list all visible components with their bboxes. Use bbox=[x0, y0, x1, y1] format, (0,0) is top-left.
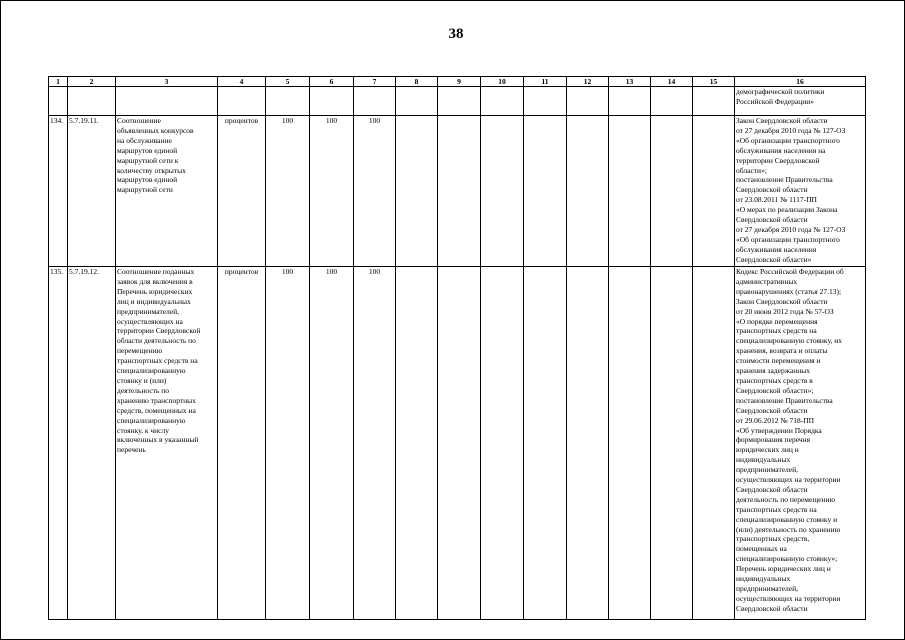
cell-empty bbox=[651, 87, 693, 116]
table-row-continuation bbox=[49, 87, 866, 116]
column-number-row bbox=[49, 77, 866, 87]
cell-empty bbox=[651, 116, 693, 267]
column-number: 15 bbox=[693, 77, 735, 87]
cell-value: 100 bbox=[266, 116, 310, 267]
cell-unit: процентов bbox=[218, 116, 266, 267]
column-number: 11 bbox=[524, 77, 567, 87]
cell-code bbox=[68, 87, 116, 116]
cell-indicator: Соотношение объявленных конкурсов на обслуживание маршрутов единой маршрутной сети к количеству открытых маршрутов единой маршрутной сети bbox=[116, 116, 218, 267]
cell-legal-basis: демографической политики Российской Федерации» bbox=[735, 87, 866, 116]
cell-empty bbox=[481, 87, 524, 116]
cell-empty bbox=[396, 87, 438, 116]
cell-empty bbox=[567, 116, 609, 267]
cell-legal-basis: Кодекс Российской Федерации об административных правонарушениях (статья 27.13); Закон Свердловской области от 20 июня 2012 года № 57-ОЗ «О порядке перемещения транспортных средств на специализированную стоянку, их хранения, возврата и оплаты стоимости перемещения и хранения задержанных транспортных средств в Свердловской области»; постановление Правительства Свердловской области от 29.06.2012 № 718-ПП «Об утверждении Порядка формирования перечня юридических лиц и индивидуальных предпринимателей, осуществляющих на территории Свердловской области деятельность по перемещению транспортных средств на специализированную стоянку и (или) деятельность по хранению транспортных средств, помещенных на специализированную стоянку»; Перечень юридических лиц и индивидуальных предпринимателей, осуществляющих на территории Свердловской области bbox=[735, 267, 866, 620]
column-number: 9 bbox=[438, 77, 481, 87]
cell-empty bbox=[609, 267, 651, 620]
cell-value bbox=[266, 87, 310, 116]
cell-empty bbox=[693, 87, 735, 116]
cell-empty bbox=[481, 267, 524, 620]
column-number: 2 bbox=[68, 77, 116, 87]
table-row-134 bbox=[49, 116, 866, 267]
column-number: 3 bbox=[116, 77, 218, 87]
column-number: 8 bbox=[396, 77, 438, 87]
column-number: 13 bbox=[609, 77, 651, 87]
cell-value: 100 bbox=[354, 267, 396, 620]
cell-code: 5.7.19.12. bbox=[68, 267, 116, 620]
cell-empty bbox=[438, 87, 481, 116]
cell-number bbox=[49, 87, 68, 116]
cell-value: 100 bbox=[354, 116, 396, 267]
column-number: 7 bbox=[354, 77, 396, 87]
cell-empty bbox=[396, 116, 438, 267]
cell-empty bbox=[567, 267, 609, 620]
cell-legal-basis: Закон Свердловской области от 27 декабря 2010 года № 127-ОЗ «Об организации транспортного обслуживания населения на территории Свердловской области»; постановление Правительства Свердловской области от 23.08.2011 № 1117-ПП «О мерах по реализации Закона Свердловской области от 27 декабря 2010 года № 127-ОЗ «Об организации транспортного обслуживания населения Свердловской области» bbox=[735, 116, 866, 267]
cell-empty bbox=[438, 267, 481, 620]
cell-empty bbox=[609, 87, 651, 116]
cell-empty bbox=[693, 116, 735, 267]
page-number: 38 bbox=[448, 26, 464, 42]
cell-empty bbox=[651, 267, 693, 620]
cell-empty bbox=[693, 267, 735, 620]
column-number: 14 bbox=[651, 77, 693, 87]
cell-unit: процентов bbox=[218, 267, 266, 620]
cell-value bbox=[310, 87, 354, 116]
column-number: 5 bbox=[266, 77, 310, 87]
column-number: 1 bbox=[49, 77, 68, 87]
cell-value: 100 bbox=[266, 267, 310, 620]
cell-empty bbox=[524, 116, 567, 267]
column-number: 10 bbox=[481, 77, 524, 87]
cell-empty bbox=[524, 87, 567, 116]
column-number: 16 bbox=[735, 77, 866, 87]
column-number: 12 bbox=[567, 77, 609, 87]
cell-unit bbox=[218, 87, 266, 116]
cell-empty bbox=[396, 267, 438, 620]
cell-number: 134. bbox=[49, 116, 68, 267]
cell-number: 135. bbox=[49, 267, 68, 620]
cell-value: 100 bbox=[310, 267, 354, 620]
cell-value: 100 bbox=[310, 116, 354, 267]
cell-empty bbox=[524, 267, 567, 620]
cell-empty bbox=[481, 116, 524, 267]
cell-empty bbox=[609, 116, 651, 267]
cell-value bbox=[354, 87, 396, 116]
cell-empty bbox=[438, 116, 481, 267]
cell-code: 5.7.19.11. bbox=[68, 116, 116, 267]
cell-empty bbox=[567, 87, 609, 116]
table-row-135 bbox=[49, 267, 866, 620]
indicator-table bbox=[48, 76, 866, 620]
cell-indicator: Соотношение поданных заявок для включения в Перечень юридических лиц и индивидуальных предпринимателей, осуществляющих на территории Свердловской области деятельность по перемещению транспортных средств на специализированную стоянку и (или) деятельность по хранению транспортных средств, помещенных на специализированную стоянку, к числу включенных в указанный перечень bbox=[116, 267, 218, 620]
column-number: 6 bbox=[310, 77, 354, 87]
column-number: 4 bbox=[218, 77, 266, 87]
cell-indicator bbox=[116, 87, 218, 116]
